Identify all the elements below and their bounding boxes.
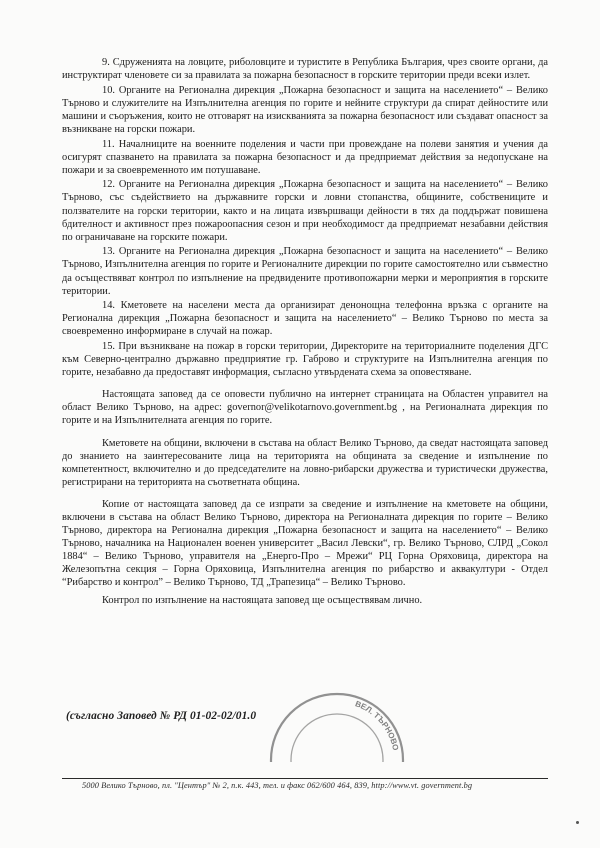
paragraph-item-13: 13. Органите на Регионална дирекция „Пожарна безопасност и защита на населението“ – Велико Търново, Изпълнителна агенция по горите и Регионалните дирекции по горите самостоятелно или съвместно да осъществяват контрол по изпълнение на предвидените противопожарни мерки и мероприятия в горските територии. <box>62 246 548 297</box>
mayors-paragraph: Кметовете на общини, включени в състава на област Велико Търново, да сведат настоящата заповед до знанието на заинтересованите лица на територията на общината за сведение и изпълнение по компетентност, включително и до председателите на ловно-рибарски дружества и туристически дружества, регистрирани на територията на съответната община. <box>62 437 548 488</box>
order-reference: (съгласно Заповед № РД 01-02-02/01.0 <box>66 710 257 722</box>
paragraph-item-10: 10. Органите на Регионална дирекция „Пожарна безопасност и защита на населението“ – Велико Търново и служителите на Изпълнителна агенция по горите и нейните структури да спират дейностите или машини и съоръжения, които не отговарят на изискванията за пожарна безопасност или създават опасност за възникване на горски пожари. <box>62 84 548 135</box>
copies-paragraph: Копие от настоящата заповед да се изпрати за сведение и изпълнение на кметовете на общини, включени в състава на област Велико Търново, директора на Регионалната дирекция по горите – Велико Търново, директора на Регионална дирекция „Пожарна безопасност и защита на населението“ – Велико Търново, началника на Национален военен университет „Васил Левски“, гр. Велико Търново, СЛРД „Сокол 1884“ – Велико Търново, управителя на „Енерго-Про – Мрежи“ РЦ Горна Оряховица, директора на Железопътна секция – Горна Оряховица, Изпълнителна агенция по рибарство и аквакултури - Отдел “Рибарство и контрол” – Велико Търново, ТД „Трапезица“ – Велико Търново. <box>62 498 548 589</box>
scan-speck <box>576 821 579 824</box>
stamp-text: ВЕЛ. ТЪРНОВО <box>353 699 401 752</box>
order-body <box>62 56 548 608</box>
control-paragraph: Контрол по изпълнение на настоящата заповед ще осъществявам лично. <box>102 594 423 606</box>
paragraph-item-14: 14. Кметовете на населени места да организират денонощна телефонна връзка с органите на Регионална дирекция „Пожарна безопасност и защита на населението“ – Велико Търново по места за своевременно информиране в случай на пожар. <box>62 300 548 338</box>
paragraph-item-12: 12. Органите на Регионална дирекция „Пожарна безопасност и защита на населението“ – Велико Търново, със съдействието на държавните горски и ловни стопанства, общините, собствениците и ползвателите на горски територии, както и на лицата извършващи дейности в тях да поддържат повишена бдителност и активност през пожароопасния сезон и при необходимост да предприемат незабавни действия по ограничаване на горските пожари. <box>62 179 548 243</box>
official-seal-stamp <box>268 672 406 762</box>
paragraph-item-11: 11. Началниците на военните поделения и части при провеждане на полеви занятия и учения да осигурят спазването на правилата за пожарна безопасност и да предприемат действия за недопускане на пожари и за своевременното им потушаване. <box>62 138 548 176</box>
footer-divider <box>62 778 548 779</box>
footer-address: 5000 Велико Търново, пл. "Център" № 2, п.к. 443, тел. и факс 062/600 464, 839, http://www.vt. government.bg <box>82 781 473 790</box>
paragraph-item-15: 15. При възникване на пожар в горски територии, Директорите на териториалните поделения ДГС към Северно-централно държавно предприятие гр. Габрово и структурите на Изпълнителна агенция по горите, незабавно да предоставят информация, съгласно утвърдената схема за оповестяване. <box>62 340 548 379</box>
publication-paragraph: Настоящата заповед да се оповести публично на интернет страницата на Областен управител на област Велико Търново, на адрес: governor@velikotarnovo.government.bg , на Регионалната дирекция по горите и на Изпълнителната агенция по горите. <box>62 389 548 427</box>
paragraph-item-9: 9. Сдруженията на ловците, риболовците и туристите в Република България, чрез своите органи, да инструктират членовете си за правилата за пожарна безопасност в горските територии преди всеки излет. <box>62 57 548 82</box>
